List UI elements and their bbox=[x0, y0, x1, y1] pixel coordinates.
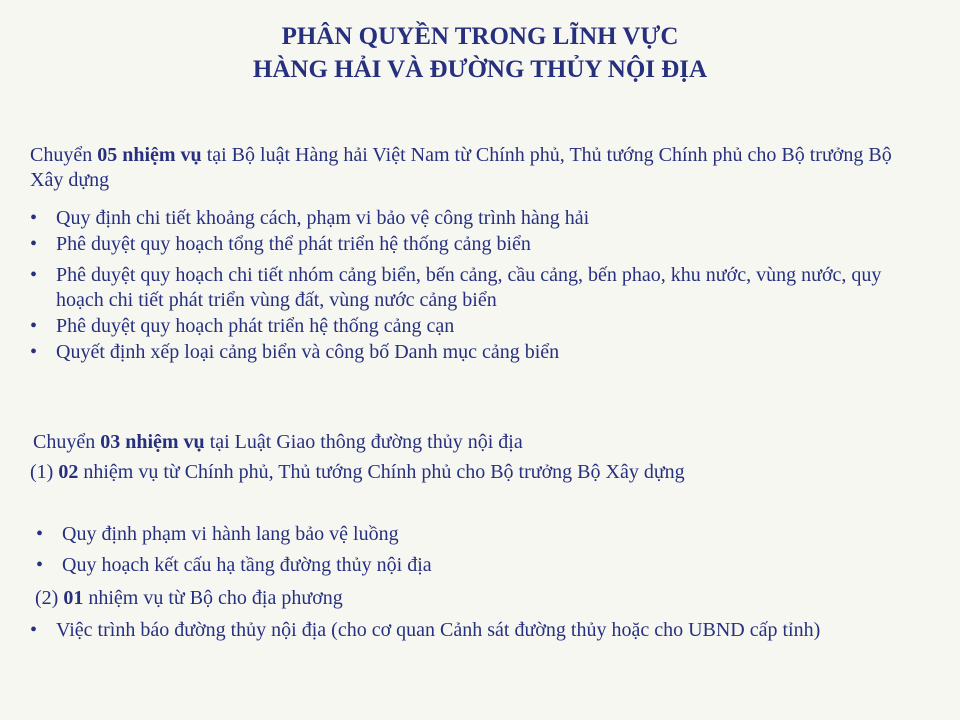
section1-intro-count: 05 nhiệm vụ bbox=[97, 144, 202, 166]
section2-sub2-heading bbox=[35, 586, 915, 611]
section1-intro-rest: tại Bộ luật Hàng hải Việt Nam từ Chính phủ, Thủ tướng Chính phủ cho Bộ trưởng Bộ Xây dựng bbox=[30, 144, 892, 191]
section2-intro-rest: tại Luật Giao thông đường thủy nội địa bbox=[204, 431, 523, 453]
sub1-text: nhiệm vụ từ Chính phủ, Thủ tướng Chính phủ cho Bộ trưởng Bộ Xây dựng bbox=[78, 461, 685, 483]
sub2-text: nhiệm vụ từ Bộ cho địa phương bbox=[83, 587, 343, 609]
section2-sub2-bullet-list bbox=[30, 618, 920, 643]
section2-intro bbox=[33, 430, 923, 455]
list-item: • Phê duyệt quy hoạch phát triển hệ thống cảng cạn bbox=[30, 313, 920, 339]
section2-intro-text: Chuyển bbox=[33, 431, 101, 453]
list-item: • Quyết định xếp loại cảng biển và công bố Danh mục cảng biển bbox=[30, 339, 920, 365]
list-item: • Quy định phạm vi hành lang bảo vệ luồng bbox=[36, 521, 916, 547]
slide-title bbox=[0, 20, 960, 86]
list-item: • Phê duyệt quy hoạch tổng thể phát triển hệ thống cảng biển bbox=[30, 231, 920, 257]
list-item: • Quy hoạch kết cấu hạ tầng đường thủy nội địa bbox=[36, 552, 916, 578]
title-line-2: HÀNG HẢI VÀ ĐƯỜNG THỦY NỘI ĐỊA bbox=[252, 56, 708, 83]
title-line-1: PHÂN QUYỀN TRONG LĨNH VỰC bbox=[281, 23, 679, 50]
section1-bullet-list bbox=[30, 205, 920, 365]
sub2-prefix: (2) bbox=[35, 587, 64, 609]
section2-sub1-heading bbox=[30, 460, 920, 485]
section2-intro-count: 03 nhiệm vụ bbox=[100, 431, 205, 453]
list-item: • Việc trình báo đường thủy nội địa (cho cơ quan Cảnh sát đường thủy hoặc cho UBND cấp tỉnh) bbox=[30, 618, 920, 643]
list-item: • Phê duyệt quy hoạch chi tiết nhóm cảng biển, bến cảng, cầu cảng, bến phao, khu nước, vùng nước, quy hoạch chi tiết phát triển vùng đất, vùng nước cảng biển bbox=[30, 263, 920, 313]
sub1-prefix: (1) bbox=[30, 461, 59, 483]
section1-intro-text: Chuyển bbox=[30, 144, 98, 166]
sub1-count: 02 bbox=[58, 461, 79, 483]
section2-sub1-bullet-list bbox=[36, 521, 916, 583]
sub2-count: 01 bbox=[63, 587, 84, 609]
section1-intro bbox=[30, 143, 910, 193]
list-item: • Quy định chi tiết khoảng cách, phạm vi bảo vệ công trình hàng hải bbox=[30, 205, 920, 231]
